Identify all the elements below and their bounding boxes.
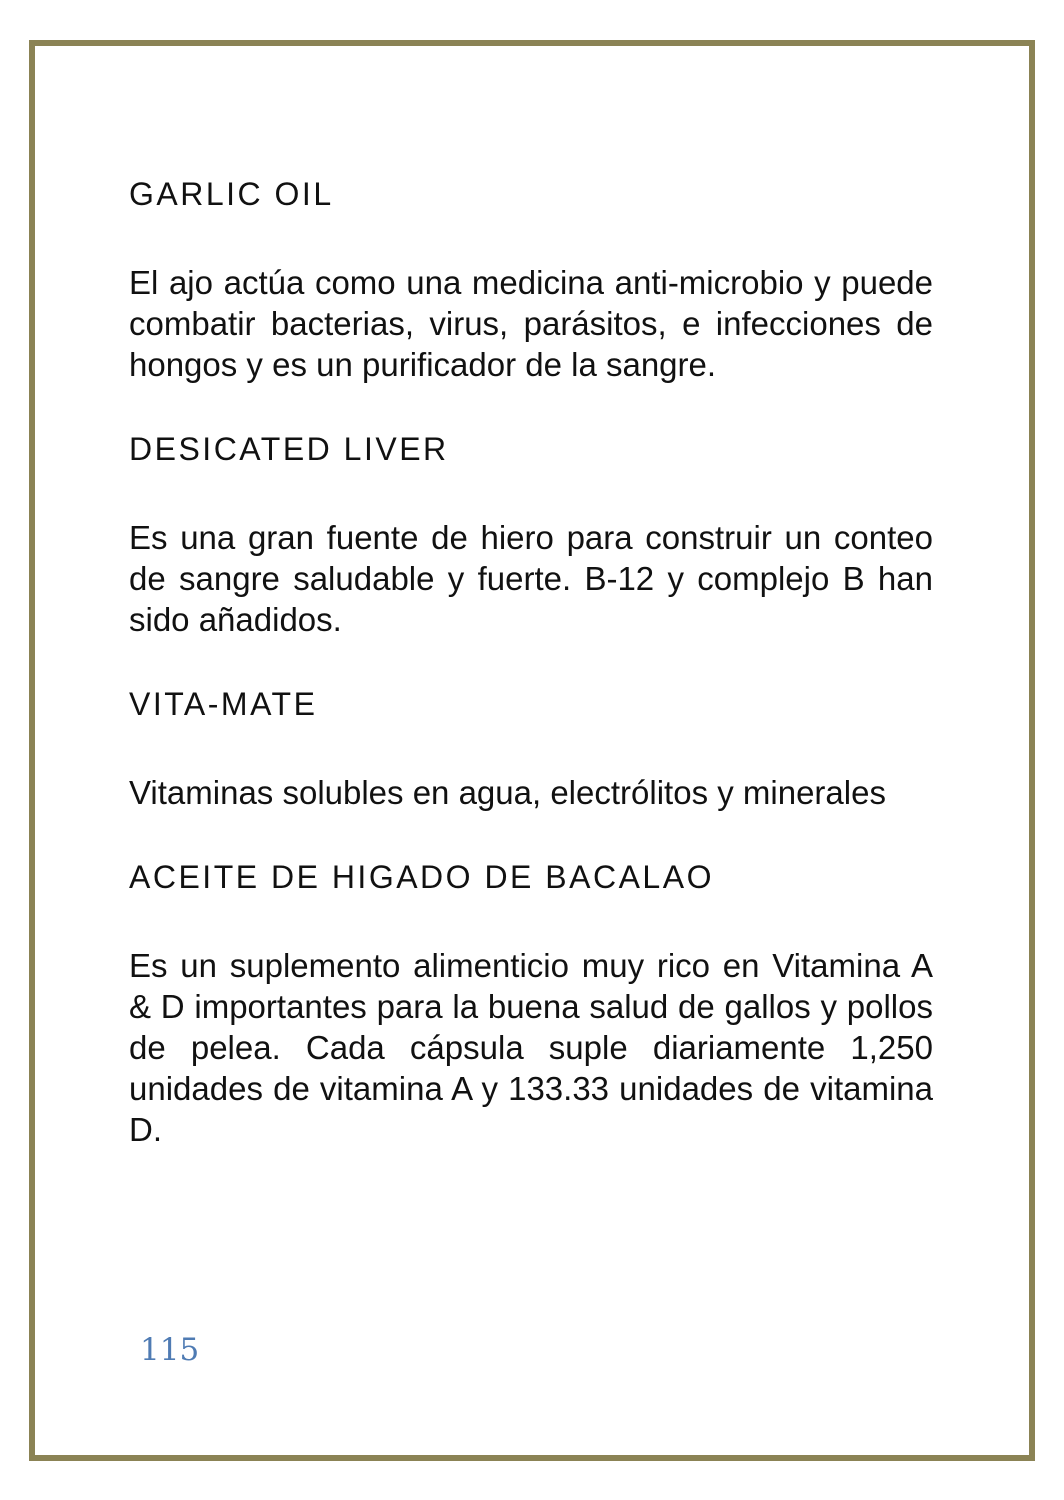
section-body-desicated-liver: Es una gran fuente de hiero para construir un conteo de sangre saludable y fuerte. B-12 y complejo B han sido añadidos. [129,519,933,638]
section-body-vita-mate: Vitaminas solubles en agua, electrólitos y minerales [129,774,886,811]
section-body-aceite-de-higado: Es un suplemento alimenticio muy rico en Vitamina A & D importantes para la buena salud de gallos y pollos de pelea. Cada cápsula suple diariamente 1,250 unidades de vitamina A y 133.33 unidades de vitamina D. [129,947,933,1148]
section-body-garlic-oil: El ajo actúa como una medicina anti-microbio y puede combatir bacterias, virus, parásitos, e infecciones de hongos y es un purificador de la sangre. [129,264,933,383]
section-heading-aceite-de-higado: ACEITE DE HIGADO DE BACALAO [129,859,714,895]
page-content [129,172,933,1150]
section-heading-garlic-oil: GARLIC OIL [129,176,334,212]
section-heading-vita-mate: VITA-MATE [129,686,318,722]
section-heading-desicated-liver: DESICATED LIVER [129,431,449,467]
page-number: 115 [140,1332,200,1368]
